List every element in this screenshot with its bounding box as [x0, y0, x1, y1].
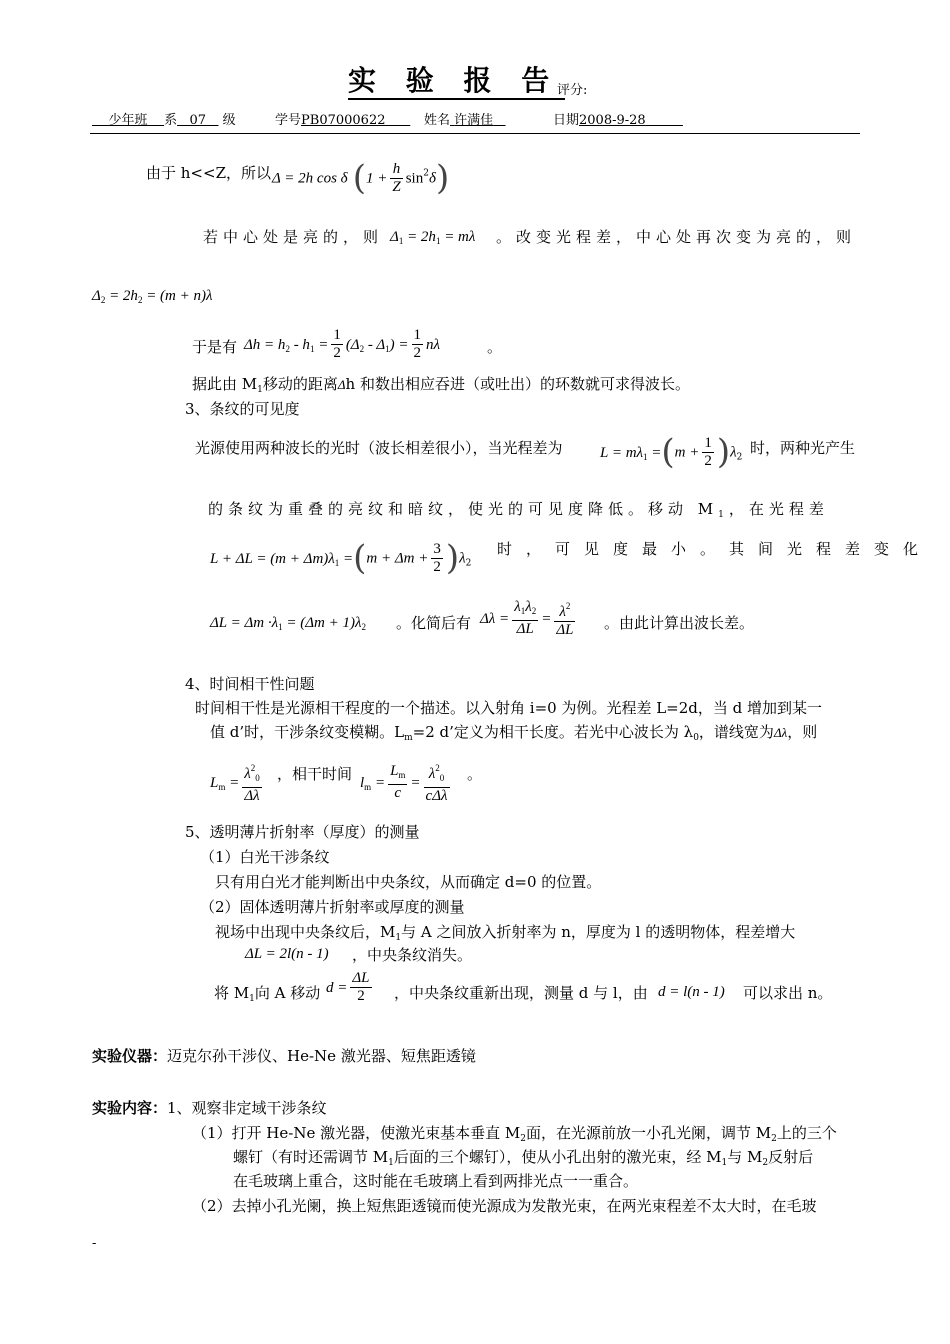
formula-d-lambda: Δλ = $\frac{\lambda_1\lambda_2}{\Delta L}$ = $\frac{\lambda^2}{\Delta L}$ [480, 599, 574, 638]
content-label: 实验内容： [92, 1099, 168, 1117]
header-info-line [92, 112, 236, 130]
para-thus: 于是有 [192, 338, 238, 356]
formula-delta-cos: Δ = 2h cos δ (1 + $\frac{h}{Z}$ $\sin^2\delta$) [272, 158, 450, 198]
s5-1-title: （1）白光干涉条纹 [200, 848, 330, 866]
report-date: 2008-9-28 [579, 113, 646, 128]
formula-lm: $l_m$ = $\frac{L_m}{c}$ = $\frac{\lambda^2_0}{\text{cΔλ}}$ [360, 760, 453, 805]
grade-label: 级 [222, 113, 236, 128]
date-field: 日期2008-9-28 [553, 113, 646, 128]
para-center-bright: 若中心处是亮的，则 [203, 228, 384, 246]
section-5-title: 5、透明薄片折射率（厚度）的测量 [185, 823, 420, 841]
formula-d-half: d = $\frac{\Delta L}{2}$ [326, 970, 370, 1004]
section-4-title: 4、时间相干性问题 [185, 675, 315, 693]
c1-line1: （1）打开 He-Ne 激光器，使激光束基本垂直 $M_2$面，在光源前放一小孔光阑，调节 $M_2$上的三个 [192, 1124, 837, 1144]
c1-line3: 在毛玻璃上重合，这时能在毛玻璃上看到两排光点一一重合。 [233, 1172, 639, 1190]
formula-delta-h: $\Delta h = h_2 - h_1$ = $\frac{1}{2}$ $(\Delta_2 - \Delta_1)$ = $\frac{1}{2}$ nλ [244, 327, 441, 361]
student-name: 许满佳 [454, 113, 494, 128]
report-title: 实 验 报 告 [348, 64, 565, 100]
dept-label: 系 [164, 113, 178, 128]
score-label: 评分: [557, 83, 588, 98]
s3-line1-a: 光源使用两种波长的光时（波长相差很小），当光程差为 [195, 439, 563, 457]
formula-dL-2l: ΔL = 2l(n - 1) [245, 946, 329, 962]
s3-line1-b: 时，两种光产生 [750, 439, 856, 457]
formula-d-l-n: d = l(n - 1) [658, 984, 725, 1000]
formula-Lm: $L_m$ = $\frac{\lambda^2_0}{\Delta\lambda}$ [210, 760, 265, 805]
content-line [92, 1097, 327, 1119]
s4-line1: 时间相干性是光源相干程度的一个描述。以入射角 i=0 为例。光程差 L=2d，当 d 增加到某一 [195, 699, 823, 717]
instruments-label: 实验仪器： [92, 1047, 168, 1065]
content-item-1: 1、观察非定域干涉条纹 [167, 1099, 327, 1117]
formula-dL: $\Delta L = \Delta m \cdot\lambda_1 = (\Delta m + 1)\lambda_2$ [210, 615, 367, 632]
s3-line4-a: 。化简后有 [396, 614, 472, 632]
instruments-list: 迈克尔孙干涉仪、He-Ne 激光器、短焦距透镜 [167, 1047, 476, 1065]
s3-line3: 时，可见度最小。其间光程差变化 [497, 540, 933, 558]
header-rule [90, 133, 860, 134]
s5-2-line3-d: 可以求出 n。 [743, 984, 833, 1002]
para-wavelength: 据此由 $M_1$移动的距离Δh 和数出相应吞进（或吐出）的环数就可求得波长。 [192, 375, 690, 395]
s5-2-title: （2）固体透明薄片折射率或厚度的测量 [200, 898, 465, 916]
section-3-title: 3、条纹的可见度 [185, 400, 300, 418]
s4-line3-b: 。 [467, 765, 483, 783]
para-thus-end: 。 [487, 338, 503, 356]
s3-line4-b: 。由此计算出波长差。 [604, 614, 755, 632]
formula-L-plus-dL: $L + \Delta L = (m + \Delta m)\lambda_1 =(m + \Delta m$ + $\frac{3}{2}$ )$\lambda_2$ [210, 538, 472, 578]
formula-L-m-lambda: $L = m\lambda_1 =(m$ + $\frac{1}{2}$ )$\lambda_2$ [600, 432, 743, 472]
s5-2-line1: 视场中出现中央条纹后，$M_1$与 A 之间放入折射率为 n，厚度为 l 的透明物体，程差增大 [215, 923, 796, 943]
c2-line1: （2）去掉小孔光阑，换上短焦距透镜而使光源成为发散光束，在两光束程差不太大时，在毛玻 [192, 1197, 817, 1215]
s3-line2: 的条纹为重叠的亮纹和暗纹，使光的可见度降低。移动 $M_1$，在光程差 [208, 500, 829, 520]
formula-delta2: $\Delta_2 = 2h_2 = (m + n)\lambda$ [92, 288, 213, 305]
instruments-line [92, 1045, 476, 1067]
s5-1-body: 只有用白光才能判断出中央条纹，从而确定 d=0 的位置。 [215, 873, 602, 891]
para-since-h: 由于 h<<Z，所以 [146, 164, 271, 182]
s5-2-line3-a: 将 $M_1$向 A 移动 [214, 984, 321, 1004]
name-field: 姓名 许满佳 [424, 113, 494, 128]
s5-2-line3-c: ，中央条纹重新出现，测量 d 与 l，由 [394, 984, 648, 1002]
grade-value: 07 [189, 113, 207, 128]
s5-2-line2: ，中央条纹消失。 [352, 946, 473, 964]
s4-line3-a: ，相干时间 [277, 765, 353, 783]
s4-line2: 值 d’时，干涉条纹变模糊。$L_m=2$ d’定义为相干长度。若光中心波长为 $\lambda_0$，谱线宽为Δλ，则 [210, 723, 818, 743]
student-id: PB07000622 [301, 113, 386, 128]
c1-line2: 螺钉（有时还需调节 $M_1$后面的三个螺钉），使从小孔出射的激光束，经 $M_1$与 $M_2$反射后 [233, 1148, 814, 1168]
footer-dash: - [92, 1236, 97, 1251]
para-change-path: 。改变光程差，中心处再次变为亮的，则 [496, 228, 857, 246]
formula-delta1: $\Delta_1 = 2h_1 = m\lambda$ [390, 229, 476, 246]
student-id-field: 学号PB07000622 [275, 113, 386, 128]
dept-prefix: 少年班 [108, 113, 148, 128]
